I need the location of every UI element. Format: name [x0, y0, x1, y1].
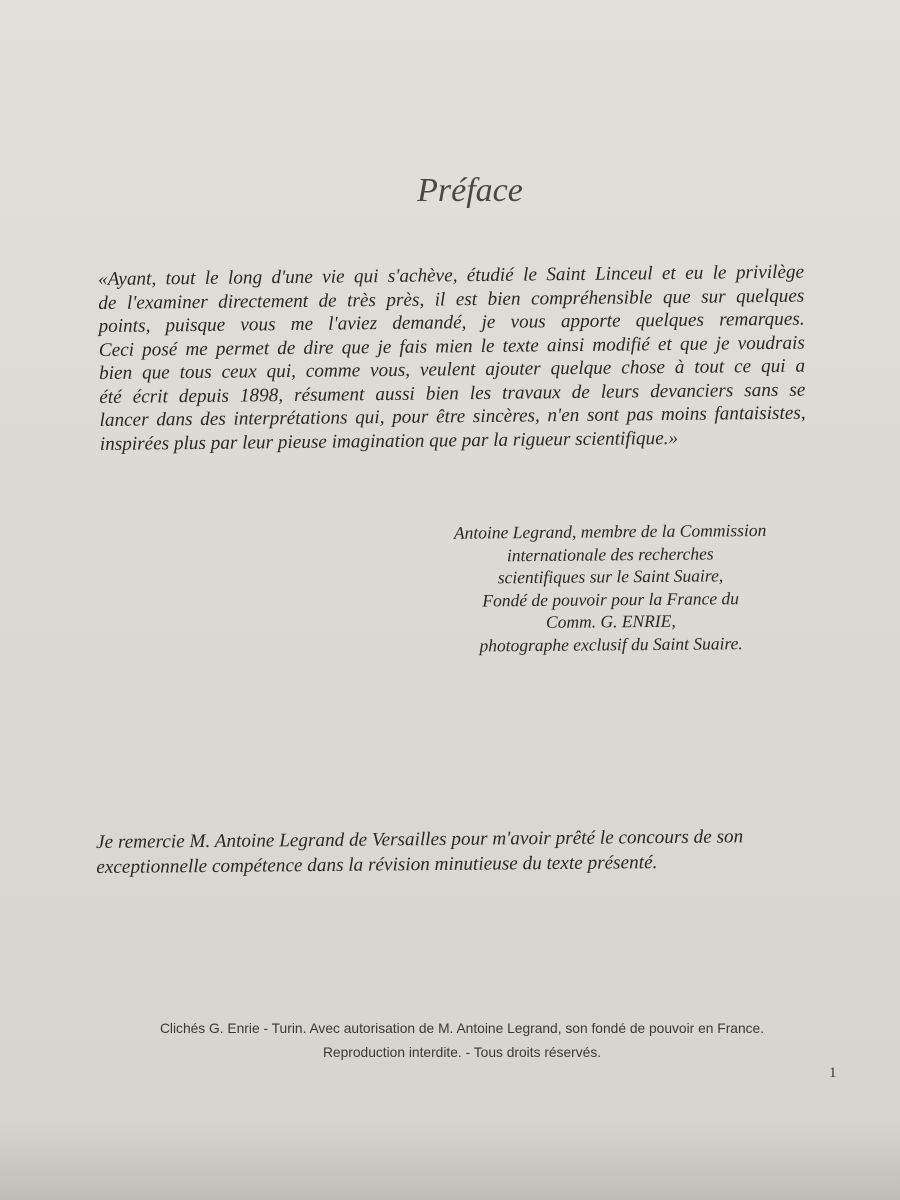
credits-line: Reproduction interdite. - Tous droits réservés.	[322, 1045, 602, 1060]
signature-line: Antoine Legrand, membre de la Commission	[453, 519, 767, 543]
signature-line: Fondé de pouvoir pour la France du	[482, 587, 740, 610]
page-number: 1	[829, 1065, 837, 1081]
signature-block	[420, 519, 801, 657]
page-title: Préface	[417, 172, 523, 209]
signature-line: photographe exclusif du Saint Suaire.	[479, 632, 743, 655]
quote-line: points, puisque vous me l'aviez demandé, je vous apporte quelques remarques.	[98, 308, 805, 337]
credits-line: Clichés G. Enrie - Turin. Avec autorisation de M. Antoine Legrand, son fondé de pouvoir en France.	[159, 1021, 765, 1036]
quote-line: lancer dans des interprétations qui, pour être sincères, n'en sont pas moins fantaisistes,	[99, 402, 806, 431]
signature-line: scientifiques sur le Saint Suaire,	[497, 565, 724, 588]
acknowledgement-paragraph	[96, 824, 836, 880]
quote-line: bien que tous ceux qui, comme vous, veulent ajouter quelque chose à tout ce qui a	[98, 355, 806, 384]
acknowledgement-line: exceptionnelle compétence dans la révision minutieuse du texte présenté.	[96, 852, 658, 878]
signature-line: internationale des recherches	[506, 542, 714, 565]
quote-line: Ceci posé me permet de dire que je fais mien le texte ainsi modifié et que je voudrais	[98, 332, 805, 361]
quote-line: «Ayant, tout le long d'une vie qui s'achève, étudié le Saint Linceul et eu le privilège	[98, 261, 805, 290]
quote-line: de l'examiner directement de très près, il est bien compréhensible que sur quelques	[98, 285, 805, 314]
photo-credits	[88, 1017, 836, 1065]
preface-quote	[98, 261, 806, 456]
signature-line: Comm. G. ENRIE,	[545, 610, 676, 632]
quote-line: été écrit depuis 1898, résument aussi bien les travaux de leurs devanciers sans se	[99, 379, 806, 408]
page-shadow	[0, 1120, 900, 1200]
quote-line: inspirées plus par leur pieuse imagination que par la rigueur scientifique.»	[99, 427, 679, 455]
acknowledgement-line: Je remercie M. Antoine Legrand de Versailles pour m'avoir prêté le concours de son	[96, 826, 744, 853]
